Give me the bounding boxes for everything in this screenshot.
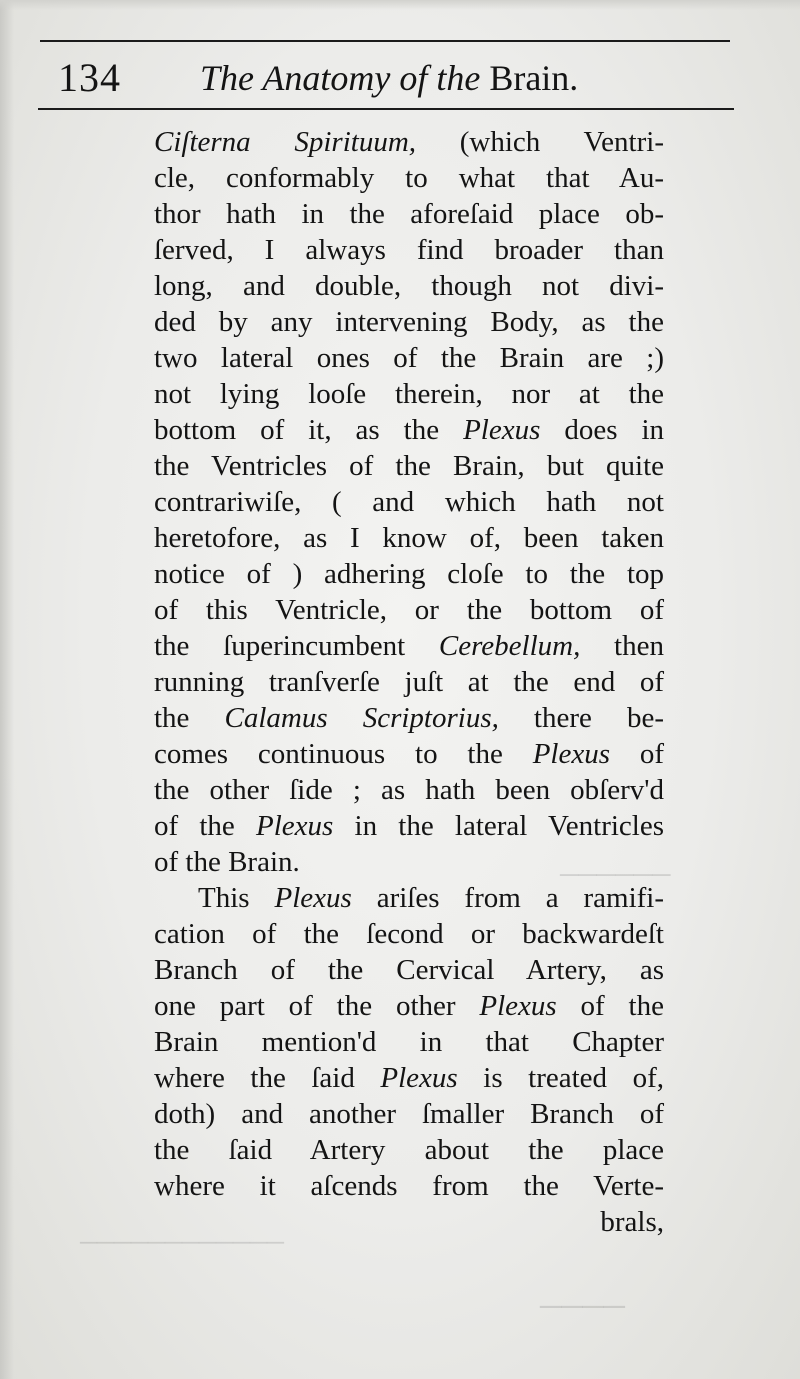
text-segment: Branch of the Cervical Artery, as — [154, 954, 664, 986]
text-line — [154, 376, 664, 412]
text-segment: of — [610, 738, 664, 770]
text-segment: where it aſcends from the Verte- — [154, 1170, 664, 1202]
italic-text: Plexus — [532, 738, 610, 770]
text-line — [154, 772, 664, 808]
text-segment: of this Ventricle, or the bottom of — [154, 594, 664, 626]
text-segment: two lateral ones of the Brain are ;) — [154, 342, 664, 374]
text-segment: comes continuous to the — [154, 738, 533, 770]
text-segment: one part of the other — [154, 990, 480, 1022]
italic-text: Calamus Scriptorius, — [224, 702, 499, 734]
bleed-through-ghost: ──────────── — [80, 1230, 285, 1256]
text-segment: the Ventricles of the Brain, but quite — [154, 450, 664, 482]
text-line — [154, 952, 664, 988]
text-segment: bottom of it, as the — [154, 414, 464, 446]
text-line — [154, 160, 664, 196]
text-segment: the ſaid Artery about the place — [154, 1134, 664, 1166]
italic-text: Plexus — [380, 1062, 458, 1094]
page-number: 134 — [58, 55, 121, 100]
text-line — [154, 880, 664, 916]
text-line — [154, 304, 664, 340]
bleed-through-ghost: ──── — [540, 1290, 626, 1323]
text-segment: where the ſaid — [154, 1062, 381, 1094]
body-text — [154, 124, 664, 1240]
page-edge-shadow — [0, 0, 14, 1379]
italic-text: Plexus — [463, 414, 541, 446]
text-line — [154, 1096, 664, 1132]
text-line — [154, 232, 664, 268]
text-segment: of the Brain. — [154, 846, 300, 878]
text-line — [154, 700, 664, 736]
text-line — [154, 412, 664, 448]
text-line — [154, 988, 664, 1024]
text-line — [154, 628, 664, 664]
text-line — [154, 1168, 664, 1204]
text-segment: not lying looſe therein, nor at the — [154, 378, 664, 410]
text-line — [154, 1132, 664, 1168]
text-segment: the other ſide ; as hath been obſerv'd — [154, 774, 664, 806]
text-line — [154, 556, 664, 592]
text-segment: in the lateral Ventricles — [333, 810, 664, 842]
text-segment: long, and double, though not divi- — [154, 270, 664, 302]
text-segment: then — [580, 630, 664, 662]
text-line — [154, 268, 664, 304]
text-segment: the ſuperincumbent — [154, 630, 439, 662]
text-line — [154, 1204, 664, 1240]
text-segment: heretofore, as I know of, been taken — [154, 522, 664, 554]
text-segment: there be- — [498, 702, 664, 734]
text-segment: ſerved, I always find broader than — [154, 234, 664, 266]
text-segment: Brain mention'd in that Chapter — [154, 1026, 664, 1058]
text-line — [154, 1024, 664, 1060]
text-line — [154, 664, 664, 700]
bleed-through-ghost: ────── — [560, 860, 671, 889]
text-line — [154, 448, 664, 484]
text-segment: the — [154, 702, 225, 734]
italic-text: Ciſterna Spirituum, — [154, 126, 417, 158]
page-top-edge — [0, 0, 800, 10]
text-line — [154, 916, 664, 952]
header-rule-top — [40, 40, 730, 42]
text-segment: cation of the ſecond or backwardeſt — [154, 918, 664, 950]
text-line — [154, 520, 664, 556]
text-line — [154, 196, 664, 232]
running-head-prefix: The Anatomy of the — [200, 58, 481, 98]
running-head — [200, 54, 640, 102]
text-line — [154, 844, 664, 880]
text-segment: doth) and another ſmaller Branch of — [154, 1098, 664, 1130]
italic-text: Cerebellum, — [438, 630, 581, 662]
text-segment: ded by any intervening Body, as the — [154, 306, 664, 338]
text-line — [154, 124, 664, 160]
text-segment: ariſes from a ramifi- — [351, 882, 665, 914]
text-segment: thor hath in the aforeſaid place ob- — [154, 198, 664, 230]
text-segment: This — [198, 882, 275, 914]
text-segment: (which Ventri- — [416, 126, 664, 158]
text-segment: of the — [556, 990, 664, 1022]
text-line — [154, 736, 664, 772]
running-head-suffix: Brain. — [489, 58, 579, 98]
italic-text: Plexus — [256, 810, 334, 842]
text-segment: contrariwiſe, ( and which hath not — [154, 486, 664, 518]
text-segment: does in — [540, 414, 665, 446]
text-line — [154, 592, 664, 628]
text-line — [154, 340, 664, 376]
text-segment: is treated of, — [457, 1062, 664, 1094]
text-segment: running tranſverſe juſt at the end of — [154, 666, 664, 698]
italic-text: Plexus — [479, 990, 557, 1022]
header-rule-bottom — [38, 108, 734, 110]
italic-text: Plexus — [274, 882, 352, 914]
text-segment: cle, conformably to what that Au- — [154, 162, 664, 194]
text-segment: brals, — [600, 1206, 664, 1238]
text-segment: of the — [154, 810, 256, 842]
text-line — [154, 484, 664, 520]
text-line — [154, 808, 664, 844]
text-segment: notice of ) adhering cloſe to the top — [154, 558, 664, 590]
text-line — [154, 1060, 664, 1096]
